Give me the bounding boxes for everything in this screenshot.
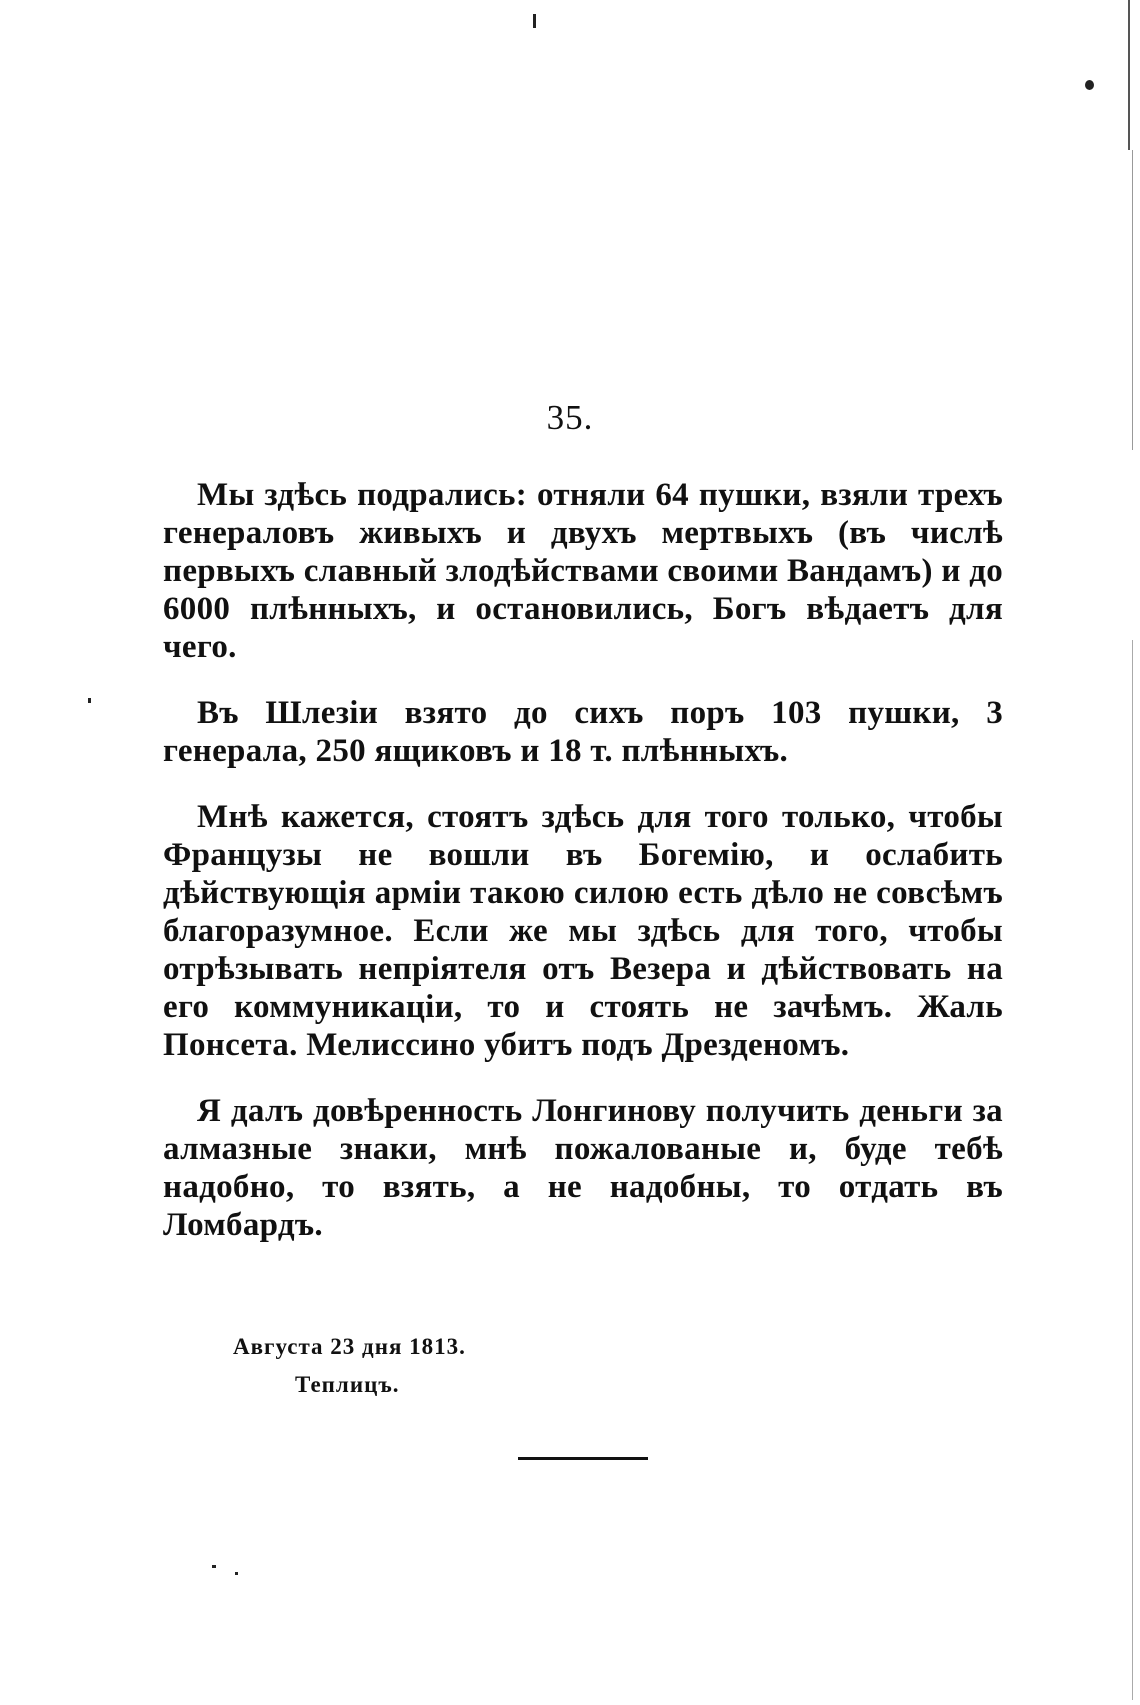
letter-body (163, 476, 1003, 1272)
paragraph-4: Я далъ довѣренность Лонгинову получить деньги за алмазные знаки, мнѣ пожалованые и, буде тебѣ надобно, то взять, а не надобны, то отдать въ Ломбардъ. (163, 1093, 1003, 1243)
scan-speck (88, 698, 91, 703)
scan-speck (212, 1565, 216, 1568)
end-rule (518, 1457, 648, 1460)
signature-place: Теплицъ. (295, 1372, 400, 1397)
page-edge-line (1128, 0, 1130, 150)
scan-speck (533, 14, 536, 28)
scan-speck (235, 1572, 238, 1575)
paragraph-2: Въ Шлезіи взято до сихъ поръ 103 пушки, 3 генерала, 250 ящиковъ и 18 т. плѣнныхъ. (163, 695, 1003, 769)
paragraph-3: Мнѣ кажется, стоятъ здѣсь для того только, чтобы Французы не вошли въ Богемію, и ослабить дѣйствующія арміи такою силою есть дѣло не совсѣмъ благоразумное. Если же мы здѣсь для того, чтобы отрѣзывать непріятеля отъ Везера и дѣйствовать на его коммуникаціи, то и стоять не зачѣмъ. Жаль Понсета. Мелиссино убитъ подъ Дрезденомъ. (163, 799, 1003, 1063)
page-edge-line (1132, 640, 1133, 1700)
scan-speck (1085, 80, 1094, 90)
letter-number: 35. (546, 398, 594, 437)
signature-block (233, 1328, 466, 1404)
signature-date: Августа 23 дня 1813. (233, 1334, 466, 1359)
paragraph-1: Мы здѣсь подрались: отняли 64 пушки, взяли трехъ генераловъ живыхъ и двухъ мертвыхъ (въ числѣ первыхъ славный злодѣйствами своими Вандамъ) и до 6000 плѣнныхъ, и остановились, Богъ вѣдаетъ для чего. (163, 477, 1003, 665)
